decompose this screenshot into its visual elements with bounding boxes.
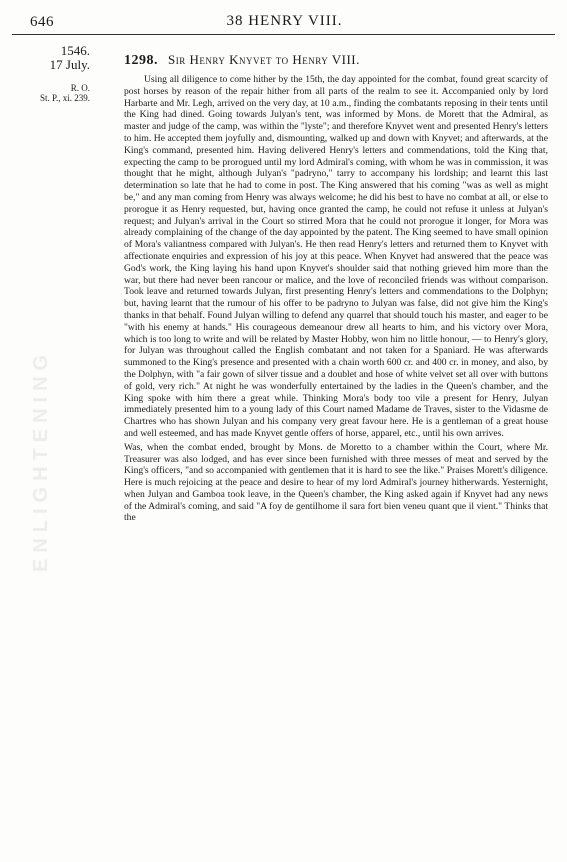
margin-year: 1546. xyxy=(60,43,90,58)
entry-heading xyxy=(124,52,360,69)
margin-notes xyxy=(12,44,90,103)
page-number: 646 xyxy=(30,14,54,30)
paragraph-2: Was, when the combat ended, brought by Mons. de Moretto to a chamber within the Court, where Mr. Treasurer was also lodged, and has ever since been furnished with three messes of meat and served by the King's officers, "and so accompanied with gentlemen that it is hard to see the like." Praises Morett's diligence. Here is much rejoicing at the peace and desire to hear of my lord Admiral's journey hitherwards. Yesternight, when Julyan and Gamboa took leave, in the Queen's chamber, the King asked again if Knyvet had any news of the Admiral's coming, and said "A foy de gentilhome il sara fort bien veneu quant que il vient." Thinks that the xyxy=(124,441,548,524)
header-rule xyxy=(12,34,555,35)
margin-date: 17 July. xyxy=(49,57,90,72)
page-header xyxy=(12,10,557,32)
paragraph-1: Using all diligence to come hither by the 15th, the day appointed for the combat, found great scarcity of post horses by reason of the repair hither from all parts of the realm to see it. Accompanied only by lord Harbarte and Mr. Legh, arrived on the very day, at 10 a.m., finding the combatants reposing in their tents until the King had dined. Going towards Julyan's tent, was informed by Mons. de Morett that the Admiral, as master and judge of the camp, was within the "lyste"; and therefore Knyvet went and presented Henry's letters to him. He accepted them joyfully and, dismounting, walked up and down with Knyvet; and afterwards, at the King's command, presented him. Having delivered Henry's letters and commendations, told the King that, expecting the camp to be prorogued until my lord Admiral's coming, with whom he was in commission, it was thought that he might, although Julyan's "padryno," tarry to accompany his lordship; and learnt this last determination so late that he had to come in post. The King answered that his coming "was as well as might be," and any man coming from Henry was always welcome; he did his best to have no combat at all, or else to prorogue it as Henry requested, but, having once granted the camp, he could not refuse it unless at Julyan's request; and Julyan's arrival in the Court so stirred Mora that he could not prorogue it longer, for Mora was already complaining of the change of the day appointed by the patent. The King seemed to have small opinion of Mora's valiantness compared with Julyan's. He then read Henry's letters and returned them to Knyvet with affectionate enquiries and expression of his joy at this peace. When Knyvet had answered that the peace was God's work, the King laying his hand upon Knyvet's shoulder said that nothing grieved him more than the war, but there had never been rancour or malice, and the love of reconciled friends was without comparison. Took leave and returned towards Julyan, first presenting Henry's letters and commendations to the Dolphyn; but, having learnt that the rumour of his offer to be padryno to Julyan was false, did not give him the King's thanks in that behalf. Found Julyan willing to defend any quarrel that should touch his master, and eager to be "with his enemy at hands." His courageous demeanour drew all hearts to him, and his victory over Mora, which is too long to write and will be related by Master Hobby, won him no little honour, — to Henry's glory, for Julyan was throughout called the English combatant and not taken for a Spaniard. He was afterwards summoned to the King's presence and presented with a chain worth 600 cr. and 400 cr. in money, and also, by the Dolphyn, with "a fair gown of silver tissue and a doublet and hose of white velvet set all over with buttons of gold, very rich." At night he was wonderfully entertained by the ladies in the Queen's chamber, and the King spoke with him there a great while. Thinking Mora's body too vile a present for Henry, Julyan immediately presented him to a young lady of this Court named Madame de Traves, sister to the Vidasme de Chartres who has shown Julyan and his company very great favour here. He is a gentleman of a great house and well esteemed, and has made Knyvet gentle offers of horse, apparel, etc., until his own arrives. xyxy=(124,74,548,439)
running-head: 38 HENRY VIII. xyxy=(226,13,343,29)
letter-body xyxy=(124,74,548,524)
margin-ref-1: R. O. xyxy=(70,83,90,93)
entry-title: Sir Henry Knyvet to Henry VIII. xyxy=(168,52,360,67)
entry-number: 1298. xyxy=(124,53,158,68)
margin-ref-2: St. P., xi. 239. xyxy=(39,93,90,103)
watermark: ENLIGHTENING xyxy=(30,348,52,572)
